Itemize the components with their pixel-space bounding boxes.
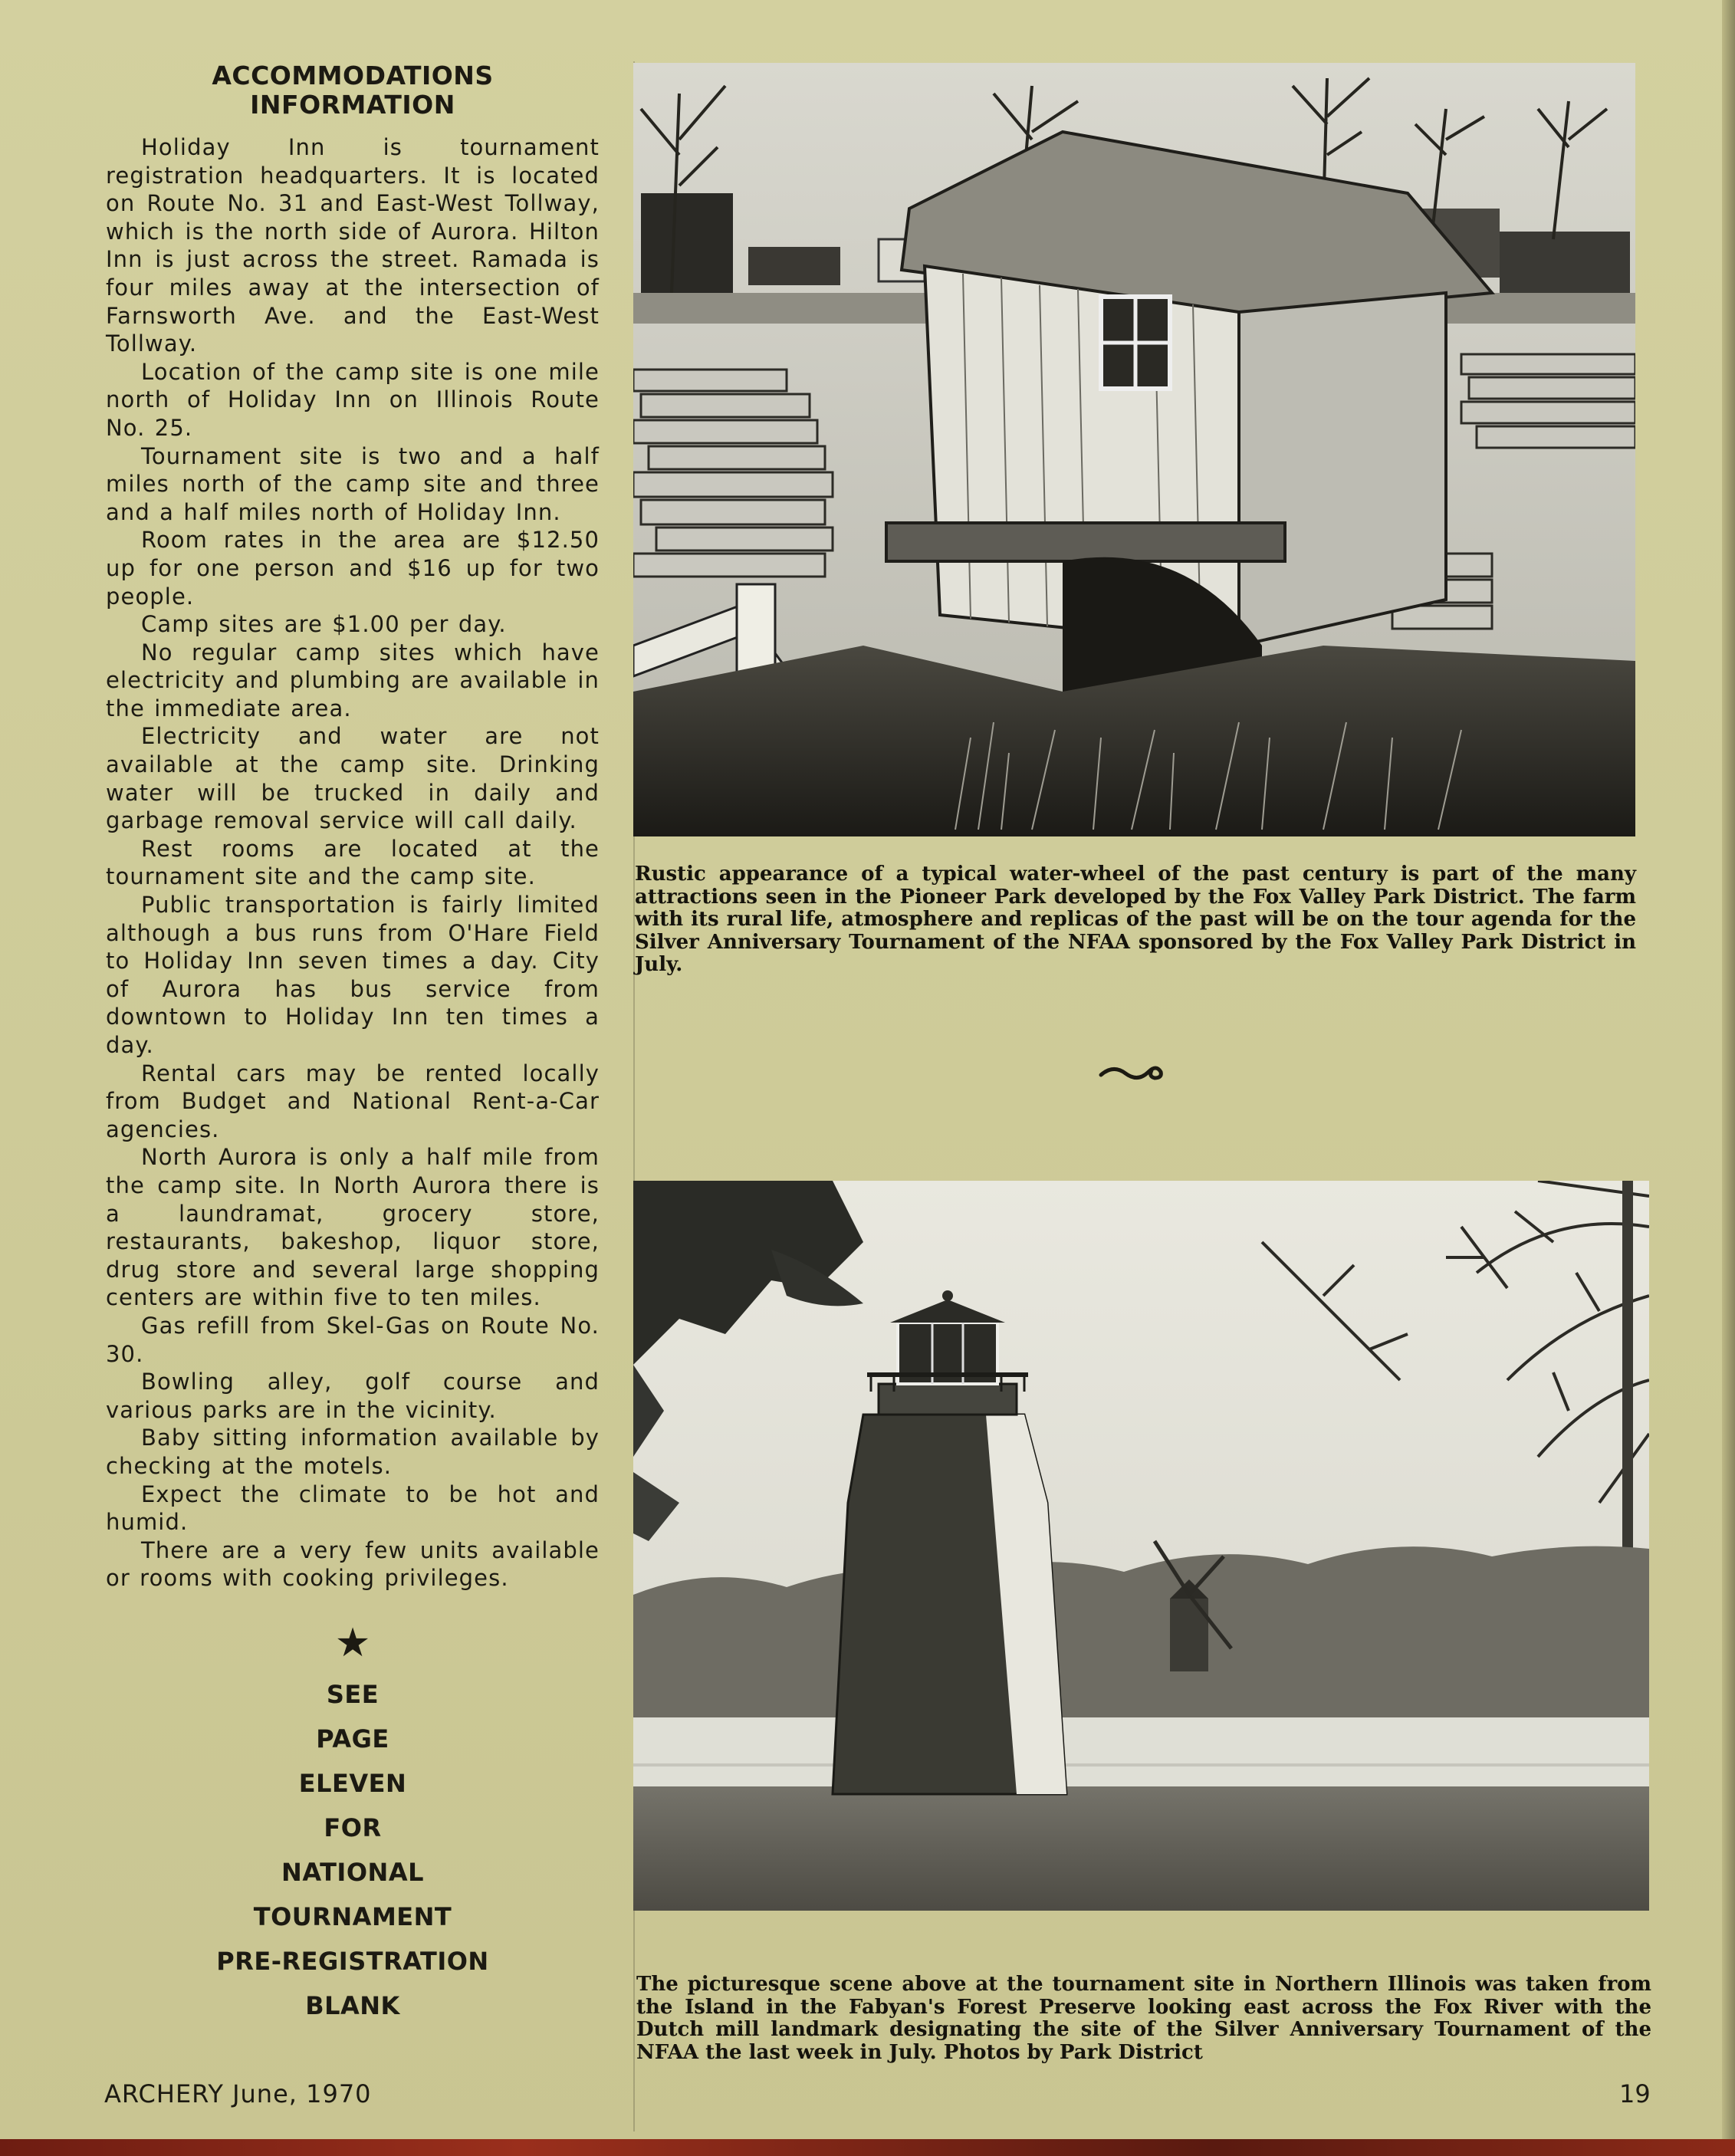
paragraph: Tournament site is two and a half miles north of the camp site and three and a half miles north of Holiday Inn. xyxy=(106,442,600,525)
paragraph: No regular camp sites which have electricity and plumbing are available in the immediate area. xyxy=(106,639,600,721)
lighthouse-caption: The picturesque scene above at the tournament site in Northern Illinois was taken from the Island in the Fabyan's Forest Preserve looking east across the Fox River with the Dutch mill landmark designating the site of the Silver Anniversary Tournament of the NFAA the last week in July. Photos by Park District xyxy=(636,1973,1651,2064)
accommodations-heading xyxy=(106,61,600,120)
water-wheel-photo xyxy=(633,63,1635,836)
ornament-icon xyxy=(1098,1058,1164,1086)
page-edge-shadow xyxy=(1722,0,1735,2156)
paragraph: Rental cars may be rented locally from Budget and National Rent-a-Car agencies. xyxy=(106,1060,600,1142)
notice-line: FOR xyxy=(324,1813,382,1842)
notice-line: PAGE xyxy=(316,1724,389,1753)
notice-line: SEE xyxy=(326,1679,380,1709)
lighthouse-photo xyxy=(633,1181,1649,1911)
notice-line: PRE-REGISTRATION xyxy=(216,1946,489,1976)
accommodations-column xyxy=(106,61,600,2028)
paragraph: Rest rooms are located at the tournament site and the camp site. xyxy=(106,835,600,890)
paragraph: Electricity and water are not available at the camp site. Drinking water will be trucked in daily and garbage removal service will call daily. xyxy=(106,723,600,834)
publication-footer: ARCHERY June, 1970 xyxy=(104,2079,372,2108)
paragraph: Holiday Inn is tournament registration headquarters. It is located on Route No. 31 and East-West Tollway, which is the north side of Aurora. Hilton Inn is just across the street. Ramada is four miles away at the intersection of Farnsworth Ave. and the East-West Tollway. xyxy=(106,134,600,357)
paragraph: Bowling alley, golf course and various parks are in the vicinity. xyxy=(106,1369,600,1423)
heading-line-2: INFORMATION xyxy=(250,90,455,120)
water-wheel-caption: Rustic appearance of a typical water-wheel of the past century is part of the many attractions seen in the Pioneer Park developed by the Fox Valley Park District. The farm with its rural life, atmosphere and replicas of the past will be on the tour agenda for the Silver Anniversary Tournament of the NFAA sponsored by the Fox Valley Park District in July. xyxy=(635,863,1636,976)
notice-line: NATIONAL xyxy=(281,1857,424,1887)
paragraph: Expect the climate to be hot and humid. xyxy=(106,1481,600,1536)
page-number: 19 xyxy=(1619,2079,1651,2108)
notice-line: BLANK xyxy=(305,1990,400,2020)
water-wheel-illustration xyxy=(633,63,1635,836)
paragraph: Public transportation is fairly limited although a bus runs from O'Hare Field to Holiday Inn seven times a day. City of Aurora has bus service from downtown to Holiday Inn ten times a day. xyxy=(106,892,600,1058)
paragraph: Gas refill from Skel-Gas on Route No. 30. xyxy=(106,1312,600,1367)
star-icon: ★ xyxy=(334,1619,371,1666)
preregistration-notice xyxy=(106,1672,600,2028)
paragraph: Baby sitting information available by checking at the motels. xyxy=(106,1425,600,1479)
notice-line: ELEVEN xyxy=(298,1768,407,1798)
heading-line-1: ACCOMMODATIONS xyxy=(212,61,494,90)
binding-edge xyxy=(0,2139,1735,2156)
paragraph: There are a very few units available or rooms with cooking privileges. xyxy=(106,1536,600,1592)
notice-line: TOURNAMENT xyxy=(253,1901,452,1931)
paragraph: North Aurora is only a half mile from the camp site. In North Aurora there is a laundramat, grocery store, restaurants, bakeshop, liquor store, drug store and several large shopping centers are within five to ten miles. xyxy=(106,1144,600,1311)
paragraph: Room rates in the area are $12.50 up for one person and $16 up for two people. xyxy=(106,527,600,610)
lighthouse-illustration xyxy=(633,1181,1649,1911)
paragraph: Camp sites are $1.00 per day. xyxy=(141,611,507,638)
paragraph: Location of the camp site is one mile north of Holiday Inn on Illinois Route No. 25. xyxy=(106,358,600,441)
